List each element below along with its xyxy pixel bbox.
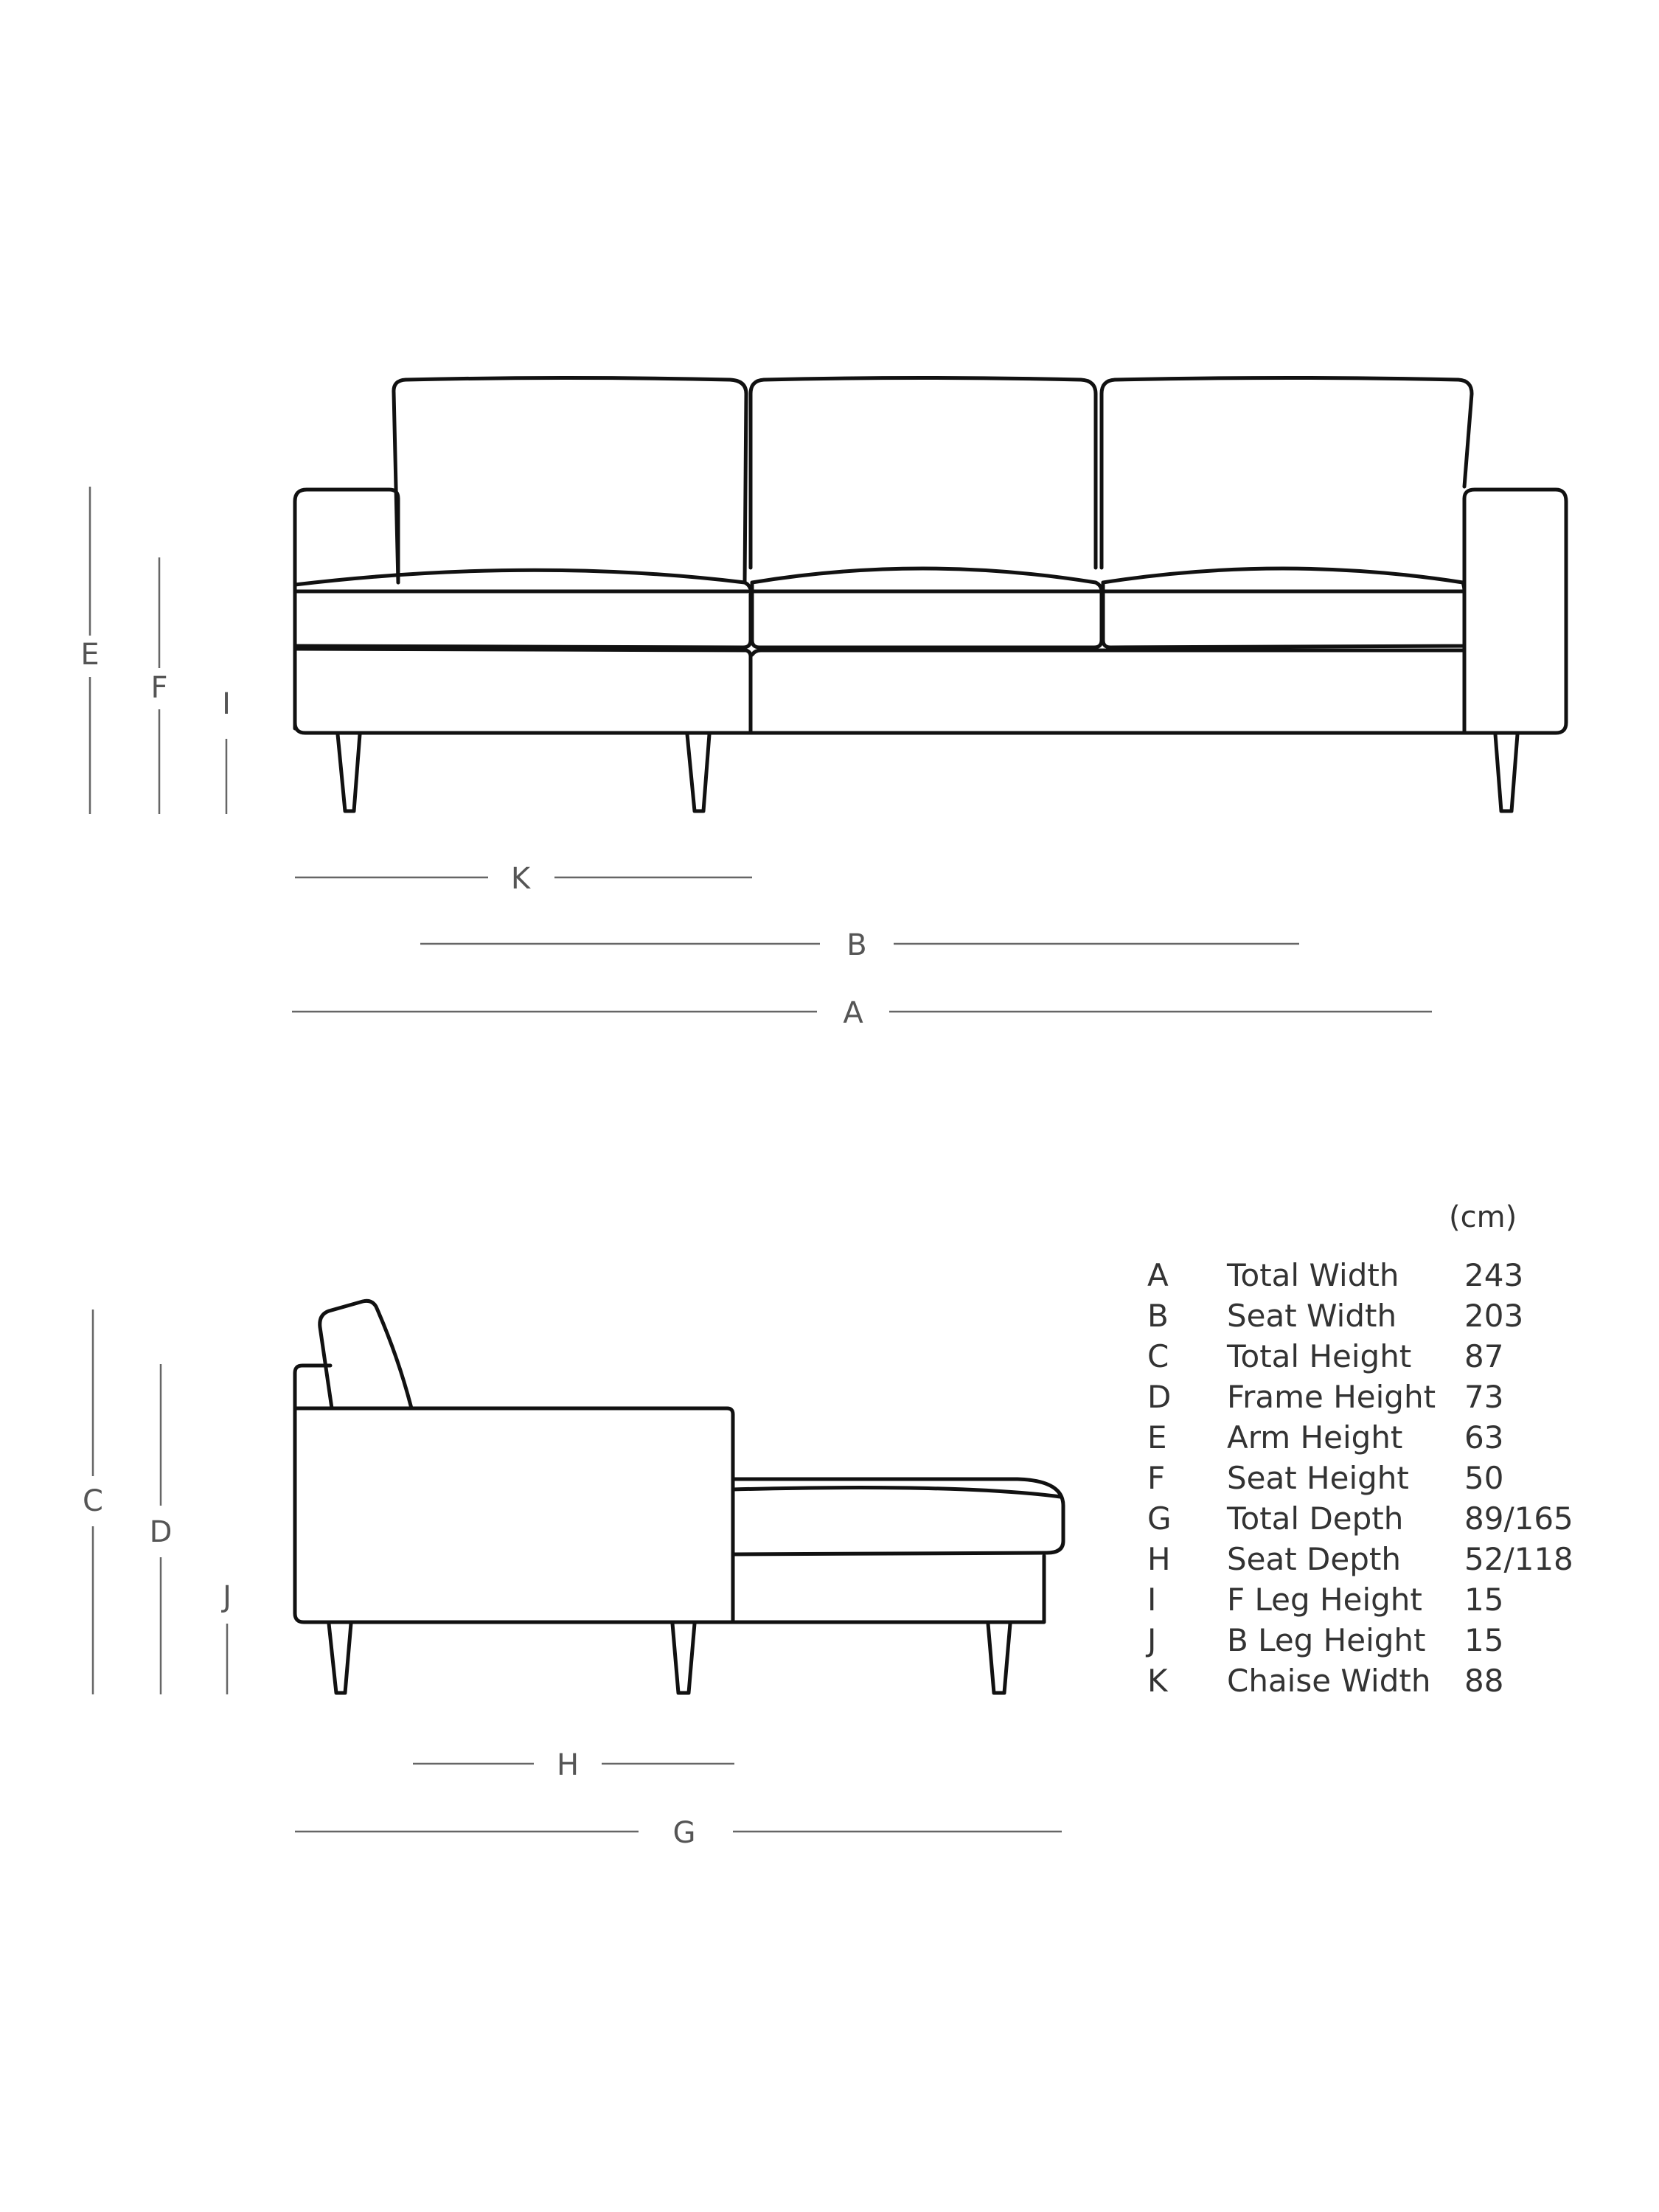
spec-row: H Seat Depth 52/118 (1147, 1541, 1573, 1577)
dimension-label-i: I (222, 687, 231, 721)
side-leg-back (329, 1624, 351, 1693)
front-base (295, 646, 1464, 733)
side-view (295, 1301, 1063, 1693)
spec-row: J B Leg Height 15 (1147, 1622, 1504, 1658)
dimension-label-h: H (556, 1748, 580, 1782)
spec-row: I F Leg Height 15 (1147, 1582, 1504, 1618)
spec-row: A Total Width 243 (1147, 1257, 1524, 1293)
front-leg-middle (687, 734, 709, 811)
seat-cushion-middle (752, 568, 1102, 647)
side-body (295, 1408, 733, 1622)
spec-row: F Seat Height 50 (1147, 1460, 1504, 1496)
front-leg-left (338, 734, 360, 811)
dimension-label-d: D (149, 1515, 173, 1549)
front-view (295, 378, 1566, 812)
back-cushion-right (1102, 378, 1472, 568)
spec-row: C Total Height 87 (1147, 1338, 1504, 1374)
back-cushion-middle (751, 378, 1096, 568)
dimension-label-g: G (672, 1816, 696, 1850)
seat-cushion-left (295, 570, 751, 647)
dimension-label-b: B (846, 928, 867, 962)
side-leg-chaise (988, 1624, 1010, 1693)
front-leg-right (1495, 734, 1517, 811)
side-leg-middle (672, 1624, 695, 1693)
dimension-label-f: F (150, 671, 168, 705)
spec-row: B Seat Width 203 (1147, 1298, 1524, 1334)
arm-right (1464, 490, 1566, 733)
side-headrest (320, 1301, 411, 1408)
specification-table (1147, 1257, 1619, 1703)
unit-label: (cm) (1449, 1200, 1517, 1234)
dimension-label-a: A (843, 996, 863, 1030)
dimension-label-j: J (223, 1580, 232, 1614)
dimension-label-k: K (510, 862, 531, 896)
spec-row: D Frame Height 73 (1147, 1379, 1504, 1415)
spec-row: G Total Depth 89/165 (1147, 1500, 1573, 1537)
dimension-label-e: E (80, 638, 100, 672)
dimension-label-c: C (83, 1484, 103, 1518)
arm-left (295, 490, 398, 728)
seat-cushion-right (1103, 568, 1464, 647)
back-cushion-left (394, 378, 746, 583)
spec-row: K Chaise Width 88 (1147, 1663, 1504, 1699)
spec-row: E Arm Height 63 (1147, 1419, 1504, 1455)
